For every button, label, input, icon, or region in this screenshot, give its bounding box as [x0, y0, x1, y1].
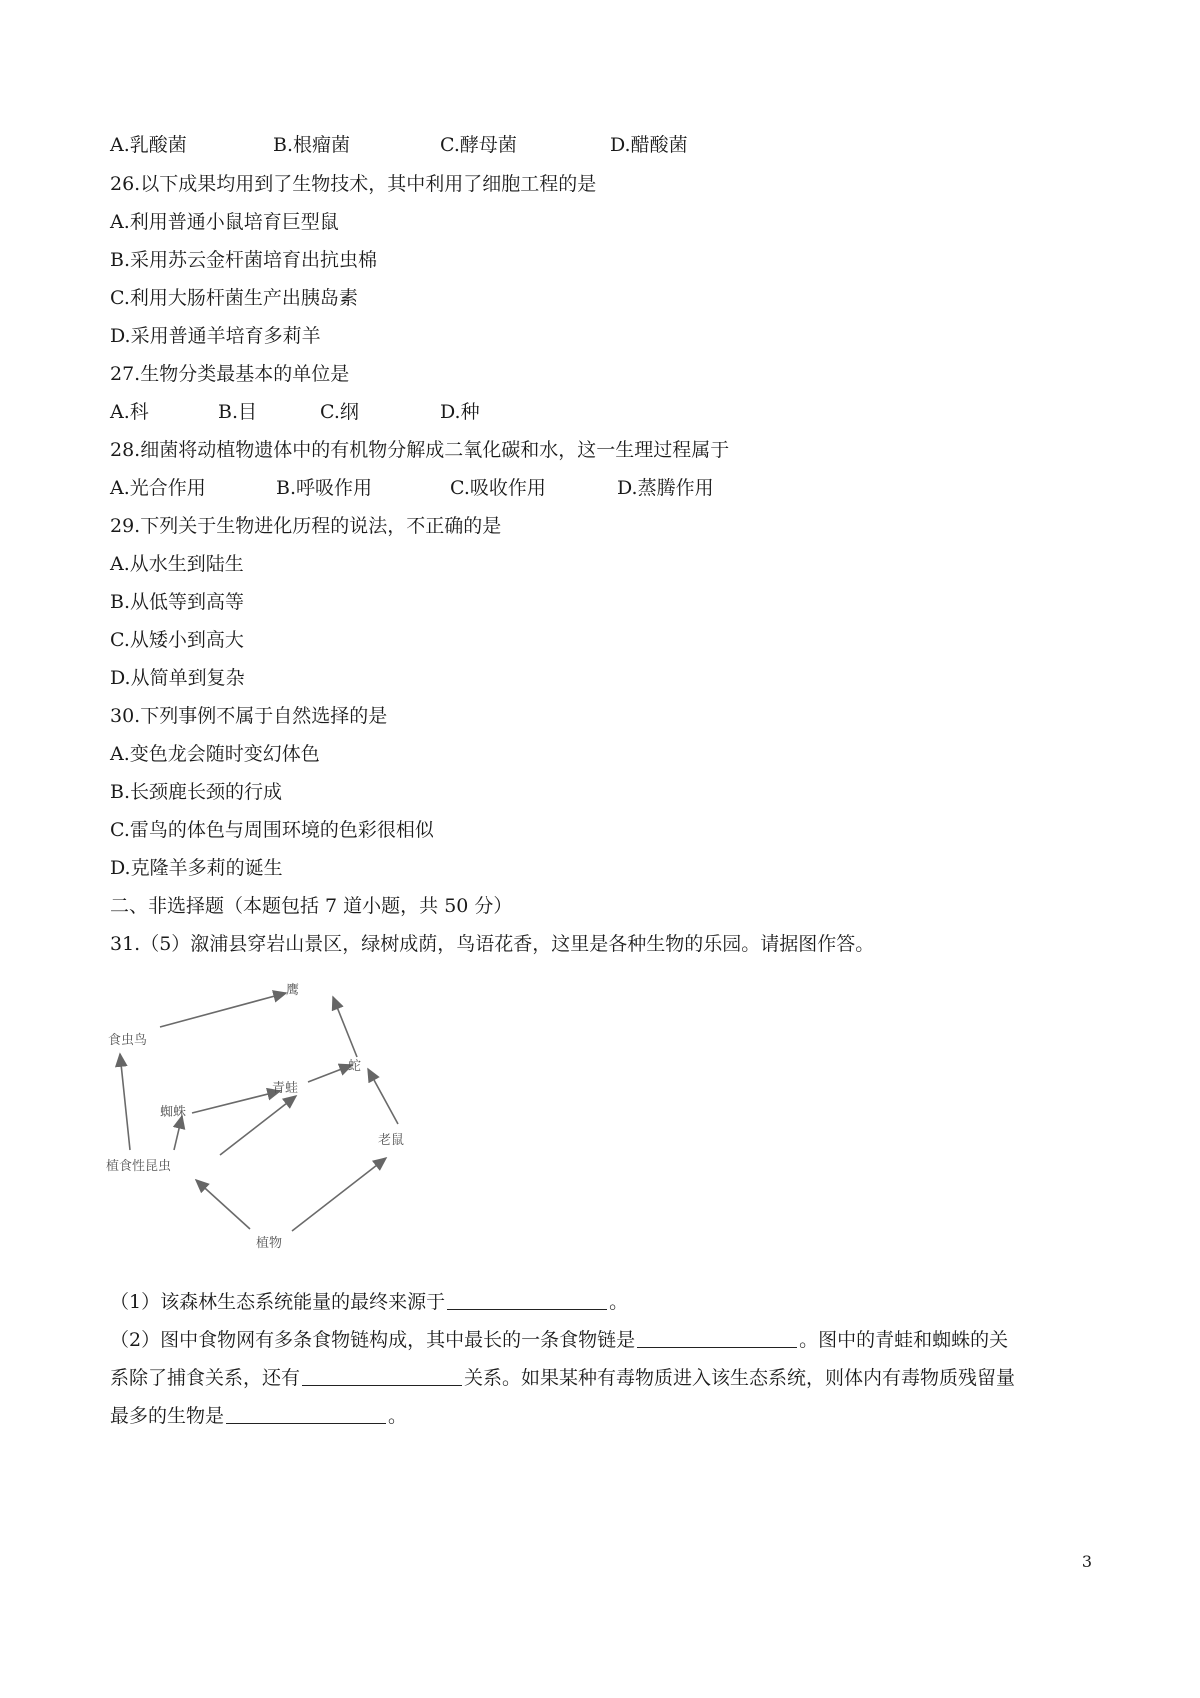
option-d: D.种 — [440, 401, 480, 423]
node-snake: 蛇 — [348, 1059, 362, 1074]
q31-sub2-line3 — [110, 1404, 407, 1428]
node-bird: 食虫鸟 — [108, 1033, 148, 1048]
q29-option-b: B.从低等到高等 — [110, 591, 245, 613]
q31-sub2-text5: 最多的生物是 — [110, 1405, 225, 1427]
q26-option-d: D.采用普通羊培育多莉羊 — [110, 325, 321, 347]
node-insect: 植食性昆虫 — [106, 1159, 172, 1174]
node-spider: 蜘蛛 — [160, 1105, 187, 1120]
option-b: B.目 — [218, 401, 258, 423]
question-27-stem: 27.生物分类最基本的单位是 — [110, 363, 350, 385]
question-30-stem: 30.下列事例不属于自然选择的是 — [110, 705, 388, 727]
q31-sub2-text3: 系除了捕食关系，还有 — [110, 1367, 301, 1389]
question-28-stem: 28.细菌将动植物遗体中的有机物分解成二氧化碳和水，这一生理过程属于 — [110, 439, 730, 461]
option-c: C.纲 — [320, 401, 359, 423]
arrow-frog-to-snake — [308, 1065, 352, 1082]
q30-option-a: A.变色龙会随时变幻体色 — [110, 743, 320, 765]
question-26-stem: 26.以下成果均用到了生物技术，其中利用了细胞工程的是 — [110, 173, 597, 195]
q29-option-d: D.从简单到复杂 — [110, 667, 245, 689]
q30-option-c: C.雷鸟的体色与周围环境的色彩很相似 — [110, 819, 434, 841]
q31-sub1 — [110, 1290, 628, 1314]
q31-sub2-line1 — [110, 1328, 1008, 1352]
arrow-mouse-to-snake — [368, 1069, 398, 1124]
option-d: D.蒸腾作用 — [617, 477, 714, 499]
q26-option-c: C.利用大肠杆菌生产出胰岛素 — [110, 287, 358, 309]
option-a: A.科 — [110, 401, 149, 423]
answer-blank-4[interactable] — [226, 1405, 386, 1424]
option-a: A.乳酸菌 — [110, 134, 187, 156]
answer-blank-3[interactable] — [302, 1367, 462, 1386]
q30-option-d: D.克隆羊多莉的诞生 — [110, 857, 283, 879]
q29-option-c: C.从矮小到高大 — [110, 629, 244, 651]
arrow-insect-to-spider — [174, 1116, 182, 1150]
node-mouse: 老鼠 — [378, 1133, 405, 1148]
option-a: A.光合作用 — [110, 477, 206, 499]
section-heading: 二、非选择题（本题包括 7 道小题，共 50 分） — [110, 895, 513, 917]
q31-sub2-text6: 。 — [388, 1405, 408, 1427]
q26-option-b: B.采用苏云金杆菌培育出抗虫棉 — [110, 249, 378, 271]
page-number: 3 — [1081, 1552, 1092, 1571]
q31-sub2-text1: （2）图中食物网有多条食物链构成，其中最长的一条食物链是 — [110, 1329, 636, 1351]
arrow-snake-to-eagle — [333, 997, 357, 1057]
option-b: B.根瘤菌 — [273, 134, 351, 156]
q26-option-a: A.利用普通小鼠培育巨型鼠 — [110, 211, 339, 233]
option-c: C.酵母菌 — [440, 134, 517, 156]
option-b: B.呼吸作用 — [276, 477, 373, 499]
q30-option-b: B.长颈鹿长颈的行成 — [110, 781, 283, 803]
question-29-stem: 29.下列关于生物进化历程的说法，不正确的是 — [110, 515, 502, 537]
q29-option-a: A.从水生到陆生 — [110, 553, 244, 575]
question-31-stem: 31.（5）溆浦县穿岩山景区，绿树成荫，鸟语花香，这里是各种生物的乐园。请据图作答。 — [110, 933, 875, 955]
arrow-insect-to-bird — [120, 1054, 130, 1150]
arrow-insect-to-frog — [220, 1096, 296, 1155]
answer-blank-2[interactable] — [637, 1329, 797, 1348]
q31-sub2-text2: 。图中的青蛙和蜘蛛的关 — [799, 1329, 1009, 1351]
node-frog: 青蛙 — [272, 1081, 299, 1096]
option-c: C.吸收作用 — [450, 477, 546, 499]
food-web-diagram — [100, 970, 440, 1260]
q31-sub1-text: （1）该森林生态系统能量的最终来源于 — [110, 1291, 446, 1313]
option-d: D.醋酸菌 — [610, 134, 688, 156]
q31-sub1-end: 。 — [609, 1291, 629, 1313]
arrow-plant-to-mouse — [292, 1158, 386, 1231]
arrow-spider-to-frog — [192, 1091, 280, 1113]
q31-sub2-line2 — [110, 1366, 1015, 1390]
answer-blank-1[interactable] — [447, 1291, 607, 1310]
arrow-bird-to-eagle — [160, 993, 286, 1027]
arrow-plant-to-insect — [196, 1180, 250, 1229]
node-plant: 植物 — [256, 1236, 283, 1251]
q31-sub2-text4: 关系。如果某种有毒物质进入该生态系统，则体内有毒物质残留量 — [464, 1367, 1016, 1389]
node-eagle: 鹰 — [286, 983, 300, 998]
